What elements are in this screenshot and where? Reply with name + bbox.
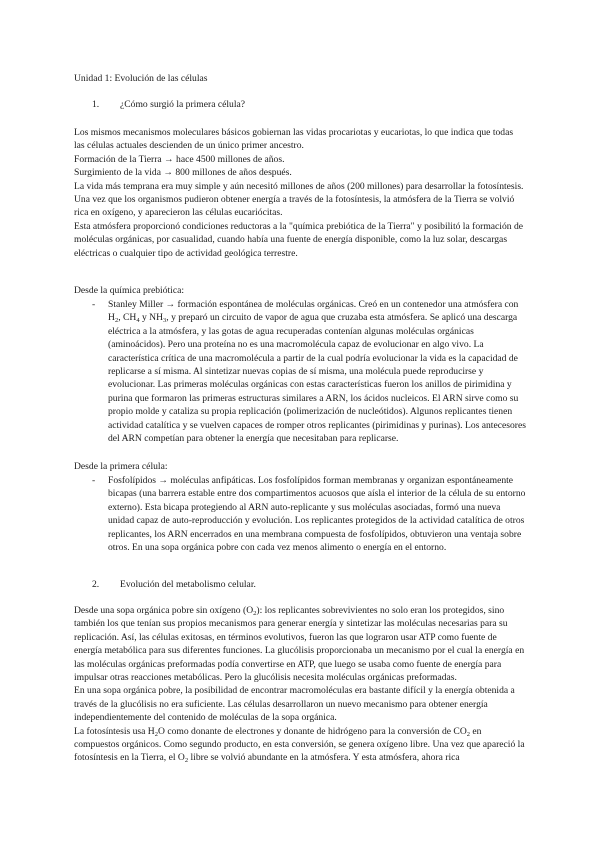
paragraph: Los mismos mecanismos moleculares básicos gobiernan las vidas procariotas y eucariotas, lo que indica que todas las células actuales descienden de un único primer ancestro. xyxy=(74,127,514,152)
section-2-title: Evolución del metabolismo celular. xyxy=(120,579,256,590)
bullet-dash: - xyxy=(92,475,96,486)
section-2-body xyxy=(74,604,526,765)
document-title: Unidad 1: Evolución de las células xyxy=(74,73,208,84)
section-1-number: 1. xyxy=(92,99,100,110)
text-run: , CH xyxy=(118,312,137,324)
text-run: en compuestos orgánicos. Como segundo producto, en esta conversión, se genera oxígeno libre. Una vez que apareció la fotosíntesis en la Tierra, el O xyxy=(74,725,525,764)
paragraph: Una vez que los organismos pudieron obtener energía a través de la fotosíntesis, la atmósfera de la Tierra se volvió rica en oxígeno, y aparecieron las células eucariócitas. xyxy=(74,194,515,219)
prebiotic-label: Desde la química prebiótica: xyxy=(74,285,185,296)
paragraph: Esta atmósfera proporcionó condiciones reductoras a la "química prebiótica de la Tierra" y posibilitó la formación de moléculas orgánicas, por casualidad, cuando había una fuente de energía disponible, como la luz solar, descargas eléctricas o cualquier tipo de actividad geológica terrestre. xyxy=(74,220,524,259)
paragraph xyxy=(74,725,526,765)
subscript: 2 xyxy=(253,610,257,617)
text-run: , y preparó un circuito de vapor de agua que cruzaba esta atmósfera. Se aplicó una descarga eléctrica a la atmósfera, y las gotas de agua recuperadas contenían algunas moléculas orgánicas (aminoácidos). Pero una proteína no es una macromolécula capaz de evolucionar en algo vivo. La característica crítica de una macromolécula a partir de la cual podría evolucionar la vida es la capacidad de replicarse a sí misma. Al sintetizar nuevas copias de sí misma, una molécula puede reproducirse y evolucionar. Las primeras moléculas orgánicas con estas características fueron los anillos de pirimidina y purina que formaron las primeras estructuras similares a ARN, los ácidos nucleicos. El ARN sirve como su propio molde y cataliza su propia replicación (polimerización de nucleótidos). Algunos replicantes tienen actividad catalítica y se vuelven capaces de romper otros replicantes (pirimidinas y purinas). Los antecesores del ARN competían para obtener la energía que necesitaban para replicarse. xyxy=(108,312,526,445)
section-1-title: ¿Cómo surgió la primera célula? xyxy=(120,99,246,110)
text-run: O como donante de electrones y donante de hidrógeno para la conversión de CO xyxy=(158,725,467,737)
paragraph: En una sopa orgánica pobre, la posibilidad de encontrar macromoléculas era bastante difícil y la energía obtenida a través de la glucólisis no era suficiente. Las células desarrollaron un nuevo mecanismo para obtener energía independientemente del contenido de moléculas de la sopa orgánica. xyxy=(74,685,515,724)
text-run: La fotosíntesis usa H xyxy=(74,725,155,737)
section-1-intro xyxy=(74,126,526,260)
subscript: 2 xyxy=(154,730,158,738)
section-1-heading xyxy=(92,98,245,111)
subscript: 4 xyxy=(136,317,140,325)
text-run: libre se volvió abundante en la atmósfera. Y esta atmósfera, ahora rica xyxy=(188,752,460,764)
paragraph: Surgimiento de la vida → 800 millones de años después. xyxy=(74,167,292,179)
bullet-text xyxy=(108,298,526,445)
text-run: ): los replicantes sobrevivientes no solo eran los protegidos, sino también los que tenían sus propios mecanismos para generar energía y sintetizar las moléculas necesarias para su replicación. Así, las células exitosas, en términos evolutivos, fueron las que lograron usar ATP como fuente de energía metabólica para sus diferentes funciones. La glucólisis proporcionaba un mecanismo por el cual la energía en las moléculas orgánicas preformadas podía convertirse en ATP, que luego se usaba como fuente de energía para impulsar otras reacciones metabólicas. Pero la glucólisis necesita moléculas orgánicas preformadas. xyxy=(74,605,525,684)
subscript: 2 xyxy=(184,757,189,765)
subscript: 2 xyxy=(466,730,471,738)
subscript: 2 xyxy=(114,317,119,325)
bullet-text: Fosfolípidos → moléculas anfipáticas. Los fosfolípidos forman membranas y organizan espontáneamente bicapas (una barrera estable entre dos compartimentos acuosos que aísla el interior de la célula de su entorno externo). Esta bicapa protegiendo al ARN auto-replicante y sus moléculas asociadas, formó una nueva unidad capaz de auto-reproducción y evolución. Los replicantes protegidos de la actividad catalítica de otros replicantes, los ARN encerrados en una membrana compuesta de fosfolípidos, obtuvieron una ventaja sobre otros. En una sopa orgánica pobre con cada vez menos alimento o energía en el entorno. xyxy=(108,475,526,554)
text-run: Stanley Miller → formación espontánea de moléculas orgánicas. Creó en un contenedor una atmósfera con H xyxy=(108,299,519,324)
section-2-heading xyxy=(92,578,256,591)
text-run: Desde una sopa orgánica pobre sin oxígeno (O xyxy=(74,605,254,616)
subscript: 3 xyxy=(163,317,167,325)
text-run: y NH xyxy=(139,312,164,324)
paragraph xyxy=(74,604,526,684)
list-item-phospholipids xyxy=(92,474,526,554)
section-2-number: 2. xyxy=(92,579,100,590)
list-item-miller xyxy=(92,298,526,445)
first-cell-label: Desde la primera célula: xyxy=(74,461,168,472)
paragraph: La vida más temprana era muy simple y aún necesitó millones de años (200 millones) para desarrollar la fotosíntesis. xyxy=(74,180,524,192)
bullet-dash: - xyxy=(92,299,96,310)
paragraph: Formación de la Tierra → hace 4500 millones de años. xyxy=(74,153,285,165)
